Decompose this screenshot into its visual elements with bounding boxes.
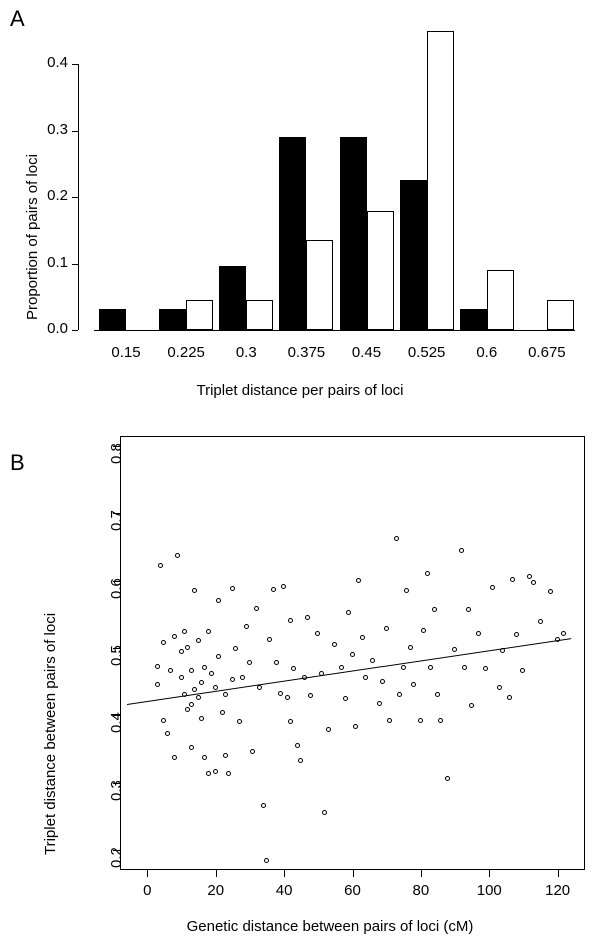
scatter-point [288,618,293,623]
scatter-point [216,598,221,603]
scatter-point [459,548,464,553]
panel-b-y-tick-label: 0.8 [108,443,125,465]
scatter-point [291,666,296,671]
scatter-point [326,727,331,732]
panel-a-y-tick-label: 0.4 [47,54,68,72]
panel-a-y-tick [72,264,78,265]
panel-a-x-tick-label: 0.525 [407,344,446,361]
scatter-point [411,682,416,687]
scatter-point [261,803,266,808]
panel-a-bar-open [186,300,213,330]
scatter-point [356,578,361,583]
scatter-point [189,668,194,673]
scatter-point [377,701,382,706]
scatter-point [271,587,276,592]
scatter-point [161,718,166,723]
panel-a-y-tick-label: 0.2 [47,187,68,205]
scatter-point [510,577,515,582]
panel-a-x-tick-label: 0.225 [167,344,205,361]
scatter-point [332,642,337,647]
panel-b-x-tick-label: 80 [412,882,430,899]
panel-b-y-tick-label: 0.3 [108,779,125,801]
scatter-point [346,610,351,615]
panel-a-letter: A [10,6,25,31]
panel-a-y-tick [72,131,78,132]
scatter-point [175,553,180,558]
panel-b-x-tick [284,870,285,877]
scatter-point [288,719,293,724]
scatter-point [206,771,211,776]
scatter-point [315,631,320,636]
panel-a-y-axis-title: Proportion of pairs of loci [24,154,41,320]
panel-a-x-tick-label: 0.6 [476,344,498,361]
panel-b-x-axis-title: Genetic distance between pairs of loci (cM) [186,918,474,935]
scatter-point [189,745,194,750]
scatter-point [192,588,197,593]
scatter-point [254,606,259,611]
scatter-point [172,634,177,639]
panel-a-x-tick-label: 0.375 [287,344,326,361]
scatter-point [343,696,348,701]
panel-a-bar-open [487,270,514,330]
panel-a-bar-filled [340,137,367,330]
panel-b-y-tick-label: 0.5 [108,645,125,666]
panel-b-y-tick-label: 0.6 [108,577,125,599]
scatter-point [490,585,495,590]
scatter-point [220,710,225,715]
scatter-point [247,660,252,665]
scatter-point [168,668,173,673]
panel-a-bar-open [547,300,574,330]
scatter-point [240,675,245,680]
panel-b-x-tick-label: 20 [207,882,225,899]
scatter-point [363,675,368,680]
scatter-point [213,685,218,690]
scatter-point [428,665,433,670]
panel-a-bar-filled [460,309,487,330]
scatter-point [165,731,170,736]
scatter-point [199,680,204,685]
scatter-point [196,638,201,643]
panel-b-letter: B [10,450,25,475]
scatter-point [418,718,423,723]
scatter-point [380,679,385,684]
scatter-point [189,702,194,707]
scatter-point [213,769,218,774]
panel-b-x-tick [353,870,354,877]
panel-a-y-tick-label: 0.1 [47,253,68,271]
scatter-point [223,753,228,758]
panel-a-plot-area [0,0,600,410]
scatter-point [192,687,197,692]
panel-a-bar-open [246,300,273,330]
panel-b-x-tick [489,870,490,877]
scatter-point [538,619,543,624]
panel-a-y-tick-label: 0.3 [47,120,68,138]
panel-a-bar-open [367,211,394,330]
scatter-point [226,771,231,776]
panel-b-x-tick [421,870,422,877]
scatter-point [237,719,242,724]
scatter-point [353,724,358,729]
scatter-point [514,632,519,637]
scatter-point [435,692,440,697]
panel-a-bar-filled [279,137,306,330]
scatter-point [452,647,457,652]
scatter-point [161,640,166,645]
scatter-point [158,563,163,568]
scatter-point [179,649,184,654]
scatter-point [230,586,235,591]
scatter-point [527,574,532,579]
scatter-point [322,810,327,815]
scatter-point [548,589,553,594]
scatter-point [425,571,430,576]
panel-a-y-tick-label: 0.0 [47,320,68,337]
panel-b-y-tick-label: 0.7 [108,510,125,532]
scatter-point [408,645,413,650]
scatter-point [370,658,375,663]
scatter-point [155,682,160,687]
scatter-point [394,536,399,541]
panel-b-y-axis-title: Triplet distance between pairs of loci [42,612,59,855]
scatter-point [497,685,502,690]
scatter-point [182,629,187,634]
scatter-point [561,631,566,636]
scatter-point [438,718,443,723]
scatter-point [202,665,207,670]
scatter-point [445,776,450,781]
panel-a-x-tick-label: 0.675 [528,344,566,361]
scatter-point [233,646,238,651]
scatter-point [285,695,290,700]
panel-b-x-tick-label: 60 [344,882,361,899]
panel-a-y-tick [72,330,78,331]
scatter-point [250,749,255,754]
panel-a-bar-filled [99,309,126,330]
panel-b-x-tick-label: 40 [275,882,293,899]
scatter-point [305,615,310,620]
panel-a-y-axis [78,64,79,330]
scatter-point [230,677,235,682]
scatter-point [155,664,160,669]
scatter-point [185,707,190,712]
scatter-point [462,665,467,670]
panel-a-bar-open [427,31,454,330]
scatter-point [202,755,207,760]
panel-a-bar-filled [219,266,246,330]
panel-a-x-axis [94,330,575,331]
scatter-point [179,675,184,680]
scatter-point [216,654,221,659]
scatter-point [384,626,389,631]
panel-b-x-tick-label: 120 [545,882,571,899]
panel-b-y-tick-label: 0.4 [108,712,125,734]
scatter-point [466,607,471,612]
panel-a-x-tick-label: 0.15 [111,344,141,361]
scatter-point [476,631,481,636]
scatter-point [244,624,249,629]
scatter-point [469,703,474,708]
panel-b-x-tick-label: 0 [143,882,152,899]
scatter-point [421,628,426,633]
panel-b-x-tick [147,870,148,877]
scatter-point [520,668,525,673]
scatter-point [308,693,313,698]
scatter-point [483,666,488,671]
scatter-point [278,691,283,696]
scatter-point [172,755,177,760]
panel-a [0,0,600,410]
panel-a-y-tick [72,64,78,65]
scatter-point [401,665,406,670]
panel-a-bar-filled [159,309,186,330]
scatter-point [199,716,204,721]
scatter-point [185,645,190,650]
scatter-point [267,637,272,642]
scatter-point [432,607,437,612]
scatter-point [298,758,303,763]
panel-a-x-axis-title: Triplet distance per pairs of loci [196,382,404,399]
scatter-point [295,743,300,748]
panel-b-x-tick-label: 100 [476,882,502,899]
scatter-point [223,692,228,697]
scatter-point [387,718,392,723]
panel-a-x-tick-label: 0.3 [235,344,257,361]
panel-b-decorations [0,410,600,937]
panel-a-bar-filled [400,180,427,330]
panel-a-y-tick [72,197,78,198]
panel-b-y-tick-label: 0.2 [108,846,125,868]
scatter-point [404,588,409,593]
scatter-point [209,671,214,676]
scatter-point [206,629,211,634]
panel-b-x-tick [558,870,559,877]
scatter-point [350,652,355,657]
panel-a-bar-open [306,240,333,330]
scatter-point [507,695,512,700]
scatter-point [397,692,402,697]
panel-a-x-tick-label: 0.45 [351,344,382,361]
scatter-point [339,665,344,670]
scatter-point [264,858,269,863]
panel-b-x-tick [216,870,217,877]
scatter-point [531,580,536,585]
scatter-point [281,584,286,589]
panel-b [0,410,600,937]
scatter-point [196,695,201,700]
scatter-point [360,635,365,640]
scatter-point [274,660,279,665]
